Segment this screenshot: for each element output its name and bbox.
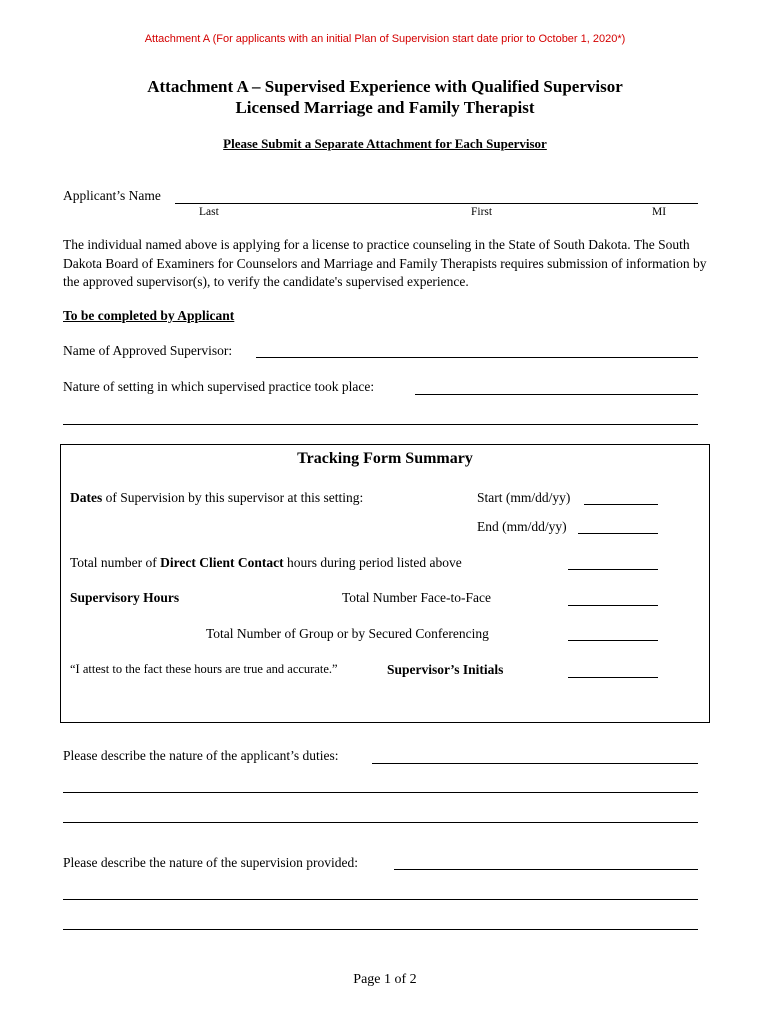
- title-line-1: Attachment A – Supervised Experience with Qualified Supervisor: [147, 77, 623, 96]
- supervisory-hours-label: Supervisory Hours: [70, 590, 180, 605]
- dates-label-bold: Dates: [70, 490, 103, 505]
- supervision-field-line-2[interactable]: [63, 899, 698, 900]
- start-date-field[interactable]: [584, 504, 658, 505]
- face-to-face-label: Total Number Face-to-Face: [342, 590, 491, 605]
- direct-contact-field[interactable]: [568, 569, 658, 570]
- end-date-label: End (mm/dd/yy): [477, 519, 567, 534]
- supervisor-initials-label: Supervisor’s Initials: [387, 662, 504, 677]
- dates-label: [70, 490, 363, 506]
- direct-contact-post: hours during period listed above: [283, 555, 462, 570]
- supervisor-name-field[interactable]: [256, 357, 698, 358]
- end-date-field[interactable]: [578, 533, 658, 534]
- duties-field-line-3[interactable]: [63, 822, 698, 823]
- setting-label: Nature of setting in which supervised practice took place:: [63, 379, 375, 394]
- title-line-2: Licensed Marriage and Family Therapist: [235, 98, 535, 117]
- page-title: [0, 76, 770, 118]
- group-conferencing-field[interactable]: [568, 640, 658, 641]
- direct-contact-label: [70, 555, 462, 571]
- setting-field[interactable]: [415, 394, 698, 395]
- intro-paragraph: The individual named above is applying for a license to practice counseling in the State of South Dakota. The South Dakota Board of Examiners for Counselors and Marriage and Family Therapists requires submission of information by the approved supervisor(s), to verify the candidate's supervised experience.: [63, 237, 707, 289]
- group-conferencing-label: Total Number of Group or by Secured Conferencing: [206, 626, 489, 641]
- start-date-label: Start (mm/dd/yy): [477, 490, 571, 505]
- dates-label-rest: of Supervision by this supervisor at this setting:: [102, 490, 364, 505]
- header-note: Attachment A (For applicants with an initial Plan of Supervision start date prior to October 1, 2020*): [144, 33, 626, 45]
- middle-initial-caption: MI: [652, 206, 667, 218]
- supervision-field[interactable]: [394, 869, 698, 870]
- supervision-field-line-3[interactable]: [63, 929, 698, 930]
- tracking-form-title: Tracking Form Summary: [297, 450, 473, 467]
- tracking-form-box: [60, 444, 710, 723]
- supervision-label: Please describe the nature of the supervision provided:: [63, 855, 359, 870]
- supervisor-name-label: Name of Approved Supervisor:: [63, 343, 233, 358]
- duties-label: Please describe the nature of the applicant’s duties:: [63, 748, 339, 763]
- applicant-name-field[interactable]: [175, 203, 698, 204]
- attest-statement: “I attest to the fact these hours are true and accurate.”: [70, 662, 338, 676]
- direct-contact-bold: Direct Client Contact: [160, 555, 284, 570]
- supervisor-initials-field[interactable]: [568, 677, 658, 678]
- last-name-caption: Last: [199, 206, 219, 218]
- first-name-caption: First: [471, 206, 493, 218]
- direct-contact-pre: Total number of: [70, 555, 161, 570]
- applicant-section-heading: To be completed by Applicant: [63, 308, 235, 323]
- subtitle: Please Submit a Separate Attachment for Each Supervisor: [223, 136, 547, 151]
- duties-field-line-2[interactable]: [63, 792, 698, 793]
- face-to-face-field[interactable]: [568, 605, 658, 606]
- duties-field[interactable]: [372, 763, 698, 764]
- applicant-name-label: Applicant’s Name: [63, 188, 161, 203]
- page-number: Page 1 of 2: [353, 972, 417, 987]
- setting-field-continued[interactable]: [63, 424, 698, 425]
